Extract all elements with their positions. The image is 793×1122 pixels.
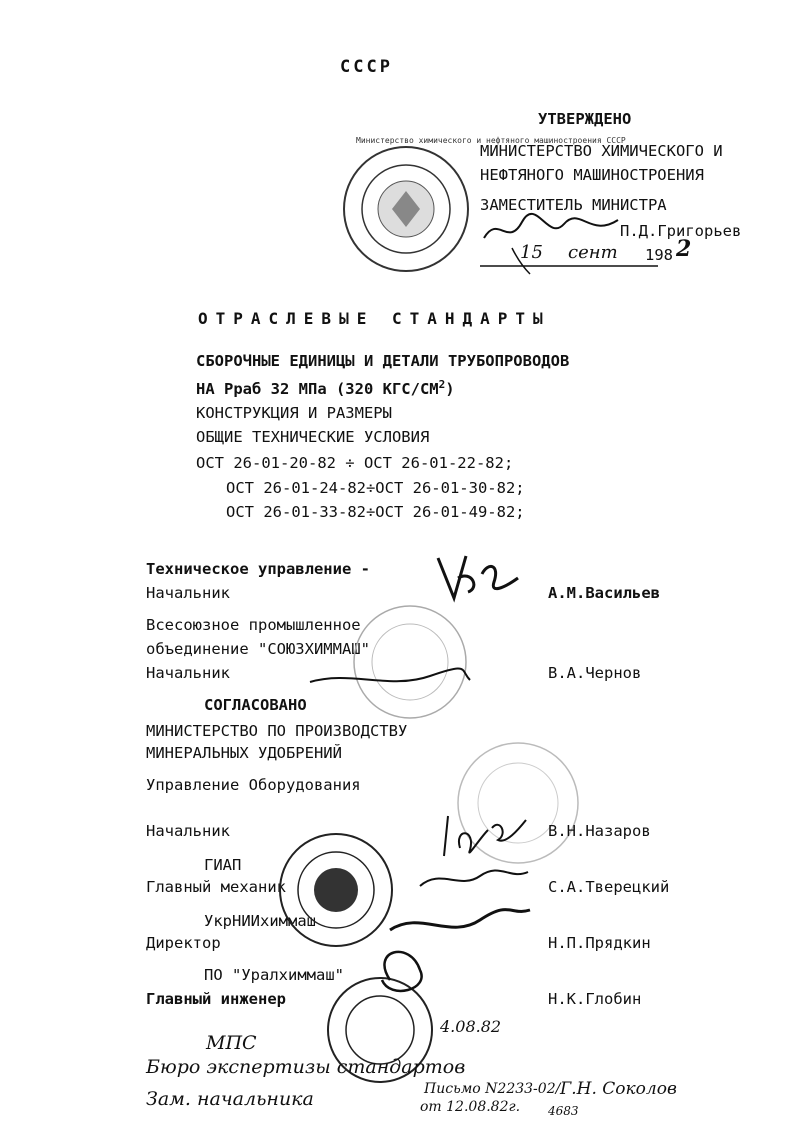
ukrnii-role: Директор xyxy=(146,934,221,952)
mps-role: Зам. начальника xyxy=(146,1088,314,1110)
tech-dept-name: А.М.Васильев xyxy=(548,584,660,602)
approval-date-month: сент xyxy=(568,242,618,263)
tech-dept-org: Техническое управление - xyxy=(146,560,370,578)
vasilyev-signature xyxy=(428,548,524,608)
title-line4: ОБЩИЕ ТЕХНИЧЕСКИЕ УСЛОВИЯ xyxy=(196,428,430,446)
agreed-department: Управление Оборудования xyxy=(146,776,361,794)
deputy-signature xyxy=(478,208,628,278)
approval-signatory: П.Д.Григорьев xyxy=(620,222,742,240)
agreed-ministry-line1: МИНИСТЕРСТВО ПО ПРОИЗВОДСТВУ xyxy=(146,722,408,740)
title-line5: ОСТ 26-01-20-82 ÷ ОСТ 26-01-22-82; xyxy=(196,454,514,472)
letter-date: от 12.08.82г. xyxy=(420,1099,521,1115)
approval-ministry-line2: НЕФТЯНОГО МАШИНОСТРОЕНИЯ xyxy=(480,166,704,184)
approval-title: УТВЕРЖДЕНО xyxy=(538,110,632,128)
agreed-ministry-line2: МИНЕРАЛЬНЫХ УДОБРЕНИЙ xyxy=(146,744,342,762)
stamp-date: 4.08.82 xyxy=(440,1017,502,1036)
soyuz-name: В.А.Чернов xyxy=(548,664,642,682)
approval-date-year-handwritten: 2 xyxy=(676,236,692,262)
title-line1: СБОРОЧНЫЕ ЕДИНИЦЫ И ДЕТАЛИ ТРУБОПРОВОДОВ xyxy=(196,352,570,370)
giap-role: Главный механик xyxy=(146,878,286,896)
approval-date-day: 15 xyxy=(520,242,543,263)
mps-name: Г.Н. Соколов xyxy=(560,1079,677,1099)
soyuz-role: Начальник xyxy=(146,664,230,682)
standards-heading: ОТРАСЛЕВЫЕ СТАНДАРТЫ xyxy=(198,309,551,328)
giap-name: С.А.Тверецкий xyxy=(548,878,670,896)
mps-bureau: Бюро экспертизы стандартов xyxy=(146,1056,466,1078)
ministry-seal-stamp xyxy=(340,143,472,275)
title-line7: ОСТ 26-01-33-82÷ОСТ 26-01-49-82; xyxy=(226,503,525,521)
lower-stamps xyxy=(270,820,550,1080)
mps-org: МПС xyxy=(206,1032,257,1054)
ukrnii-org: УкрНИИхиммаш xyxy=(204,912,316,930)
letter-number: Письмо N2233-02/ xyxy=(424,1081,561,1097)
giap-org: ГИАП xyxy=(204,856,242,874)
letter-number-2: 4683 xyxy=(548,1104,579,1118)
approval-ministry-line1: МИНИСТЕРСТВО ХИМИЧЕСКОГО И xyxy=(480,142,723,160)
soyuz-org-line1: Всесоюзное промышленное xyxy=(146,616,361,634)
nazarov-role: Начальник xyxy=(146,822,230,840)
seal-stamp-text: Министерство химического и нефтяного машиностроения СССР xyxy=(356,136,626,145)
agreed-title: СОГЛАСОВАНО xyxy=(204,696,307,714)
approval-date-year: 198 xyxy=(645,246,673,264)
uralkhim-org: ПО "Уралхиммаш" xyxy=(204,966,344,984)
approval-deputy: ЗАМЕСТИТЕЛЬ МИНИСТРА xyxy=(480,196,667,214)
uralkhim-role: Главный инженер xyxy=(146,990,286,1008)
soyuz-stamp xyxy=(330,600,480,720)
country-heading: СССР xyxy=(340,57,393,77)
tech-dept-role: Начальник xyxy=(146,584,230,602)
title-line2: НА Рраб 32 МПа (320 КГС/$СМ^2$) xyxy=(196,378,455,399)
title-line3: КОНСТРУКЦИЯ И РАЗМЕРЫ xyxy=(196,404,392,422)
ukrnii-name: Н.П.Прядкин xyxy=(548,934,651,952)
soyuz-org-line2: объединение "СОЮЗХИММАШ" xyxy=(146,640,370,658)
uralkhim-name: Н.К.Глобин xyxy=(548,990,642,1008)
nazarov-name: В.Н.Назаров xyxy=(548,822,651,840)
title-line6: ОСТ 26-01-24-82÷ОСТ 26-01-30-82; xyxy=(226,479,525,497)
